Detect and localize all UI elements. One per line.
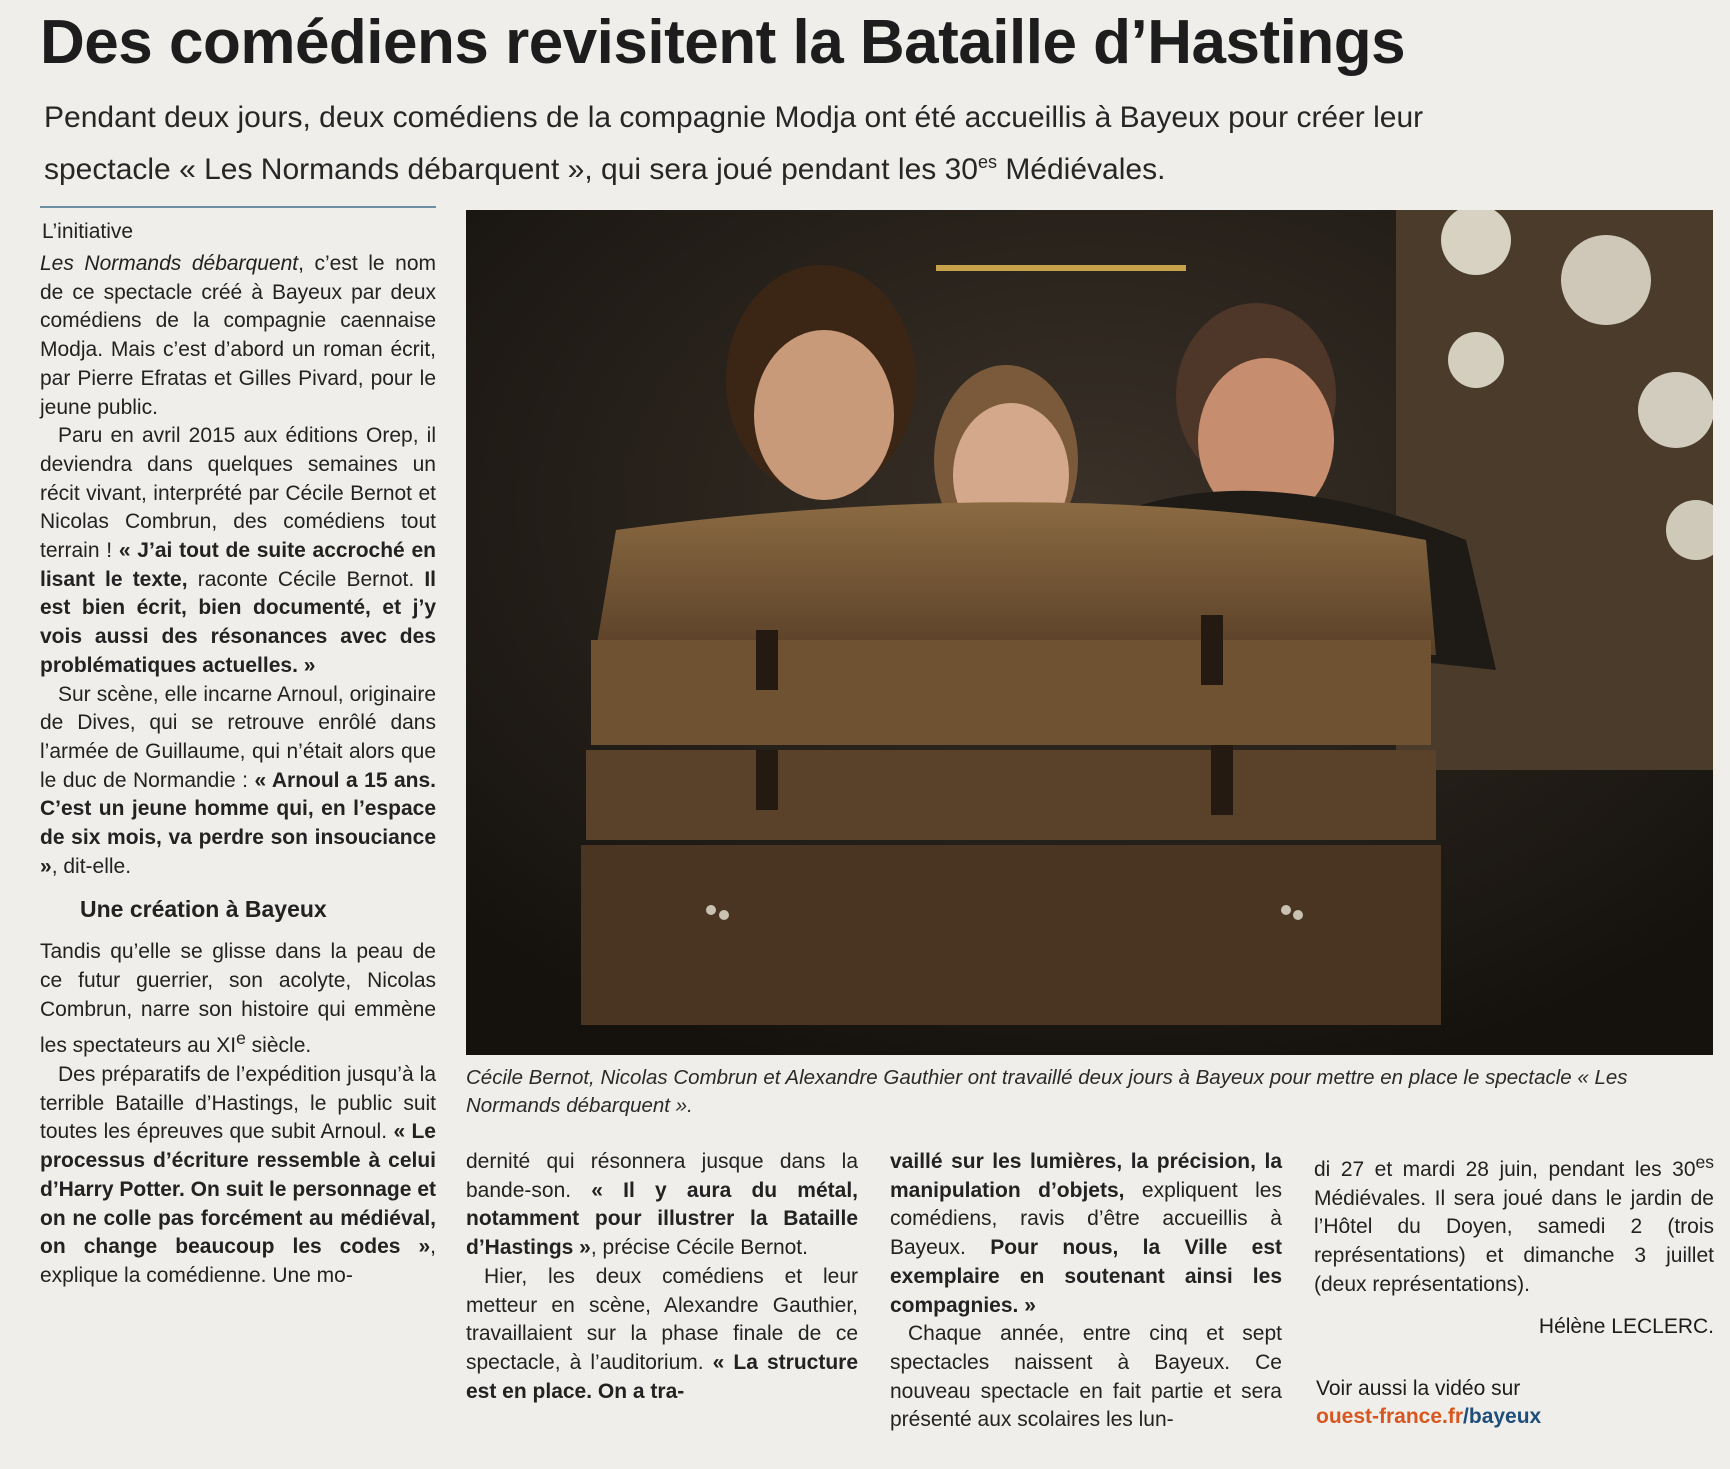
paragraph	[40, 250, 436, 422]
quote: « Il y aura du métal, notamment pour illustrer la Bataille d’Hastings »	[466, 1178, 858, 1260]
text: , explique la comédienne. Une mo-	[40, 1235, 436, 1287]
quote: « La structure est en place. On a tra-	[466, 1350, 858, 1403]
text: Paru en avril 2015 aux éditions Orep, il deviendra dans quelques semaines un récit vivant, interprété par Cécile Bernot et Nicolas Combrun, des comédiens tout terrain !	[40, 424, 436, 563]
photo-illustration	[466, 210, 1713, 1055]
paragraph	[466, 1263, 858, 1407]
text: raconte Cécile Bernot.	[187, 567, 425, 591]
subheading: Une création à Bayeux	[80, 896, 327, 923]
paragraph	[40, 1061, 436, 1291]
superscript: e	[236, 1028, 246, 1049]
video-link-domain[interactable]: ouest-france.fr	[1316, 1405, 1464, 1428]
quote: « Arnoul a 15 ans. C’est un jeune homme qui, en l’espace de six mois, va perdre son insouciance »	[40, 768, 436, 878]
video-link-path[interactable]: /bayeux	[1463, 1405, 1542, 1428]
headline: Des comédiens revisitent la Bataille d’Hastings	[40, 8, 1406, 77]
text: Tandis qu’elle se glisse dans la peau de ce futur guerrier, son acolyte, Nicolas Combrun, narre son histoire qui emmène les spectateurs au XI	[40, 940, 436, 1058]
rubric-rule	[40, 206, 436, 208]
column-1	[40, 250, 436, 1291]
chapo	[44, 96, 1484, 192]
video-note: Voir aussi la vidéo sur	[1316, 1377, 1521, 1400]
text: , dit-elle.	[51, 854, 132, 878]
column-4	[1314, 1148, 1714, 1300]
paragraph	[890, 1148, 1282, 1320]
superscript: es	[1695, 1152, 1714, 1172]
column-3	[890, 1148, 1282, 1435]
rubric-label: L’initiative	[42, 220, 134, 243]
quote: Il est bien écrit, bien documenté, et j’y vois aussi des résonances avec des problématiques actuelles. »	[40, 567, 437, 677]
quote: « Le processus d’écriture ressemble à celui d’Harry Potter. On suit le personnage et on ne colle pas forcément au médiéval, on change beaucoup les codes »	[40, 1120, 436, 1259]
text: Hier, les deux comédiens et leur metteur en scène, Alexandre Gauthier, travaillaient sur la phase finale de ce spectacle, à l’auditorium.	[466, 1264, 858, 1374]
column-2	[466, 1148, 858, 1406]
text: , précise Cécile Bernot.	[590, 1236, 808, 1260]
photo-caption: Cécile Bernot, Nicolas Combrun et Alexandre Gauthier ont travaillé deux jours à Bayeux pour mettre en place le spectacle « Les Normands débarquent ».	[466, 1066, 1628, 1117]
article-photo	[466, 210, 1713, 1055]
paragraph	[466, 1148, 858, 1263]
paragraph	[40, 938, 436, 1061]
video-link[interactable]	[1316, 1405, 1541, 1429]
author-signature: Hélène LECLERC.	[1538, 1315, 1714, 1338]
text: Médiévales. Il sera joué dans le jardin de l’Hôtel du Doyen, samedi 2 (trois représentations) et dimanche 3 juillet (deux représentations).	[1314, 1186, 1714, 1296]
text: Des préparatifs de l’expédition jusqu’à la terrible Bataille d’Hastings, le public suit toutes les épreuves que subit Arnoul.	[40, 1062, 436, 1144]
chapo-text: Pendant deux jours, deux comédiens de la compagnie Modja ont été accueillis à Bayeux pour créer leur spectacle « Les Normands débarquent », qui sera joué pendant les 30	[44, 101, 1424, 186]
quote: « J’ai tout de suite accroché en lisant le texte,	[40, 539, 437, 591]
text: Sur scène, elle incarne Arnoul, originaire de Dives, qui se retrouve enrôlé dans l’armée de Guillaume, qui n’était alors que le duc de Normandie :	[40, 682, 436, 792]
paragraph	[1314, 1148, 1714, 1300]
text: di 27 et mardi 28 juin, pendant les 30	[1314, 1158, 1696, 1181]
paragraph	[40, 681, 436, 882]
quote: vaillé sur les lumières, la précision, la manipulation d’objets,	[890, 1150, 1282, 1202]
quote: Pour nous, la Ville est exemplaire en soutenant ainsi les compagnies. »	[890, 1236, 1282, 1317]
text: expliquent les comédiens, ravis d’être accueillis à Bayeux.	[890, 1178, 1282, 1260]
paragraph	[40, 422, 436, 680]
show-title: Les Normands débarquent	[40, 252, 299, 275]
chapo-sup: es	[977, 152, 997, 172]
chapo-text-end: Médiévales.	[996, 153, 1166, 186]
text: siècle.	[245, 1034, 312, 1058]
text: dernité qui résonnera jusque dans la bande-son.	[466, 1150, 858, 1202]
paragraph: Chaque année, entre cinq et sept spectacles naissent à Bayeux. Ce nouveau spectacle en fait partie et sera présenté aux scolaires les lun-	[890, 1322, 1282, 1432]
text: , c’est le nom de ce spectacle créé à Bayeux par deux comédiens de la compagnie caennaise Modja. Mais c’est d’abord un roman écrit, par Pierre Efratas et Gilles Pivard, pour le jeune public.	[40, 252, 436, 419]
